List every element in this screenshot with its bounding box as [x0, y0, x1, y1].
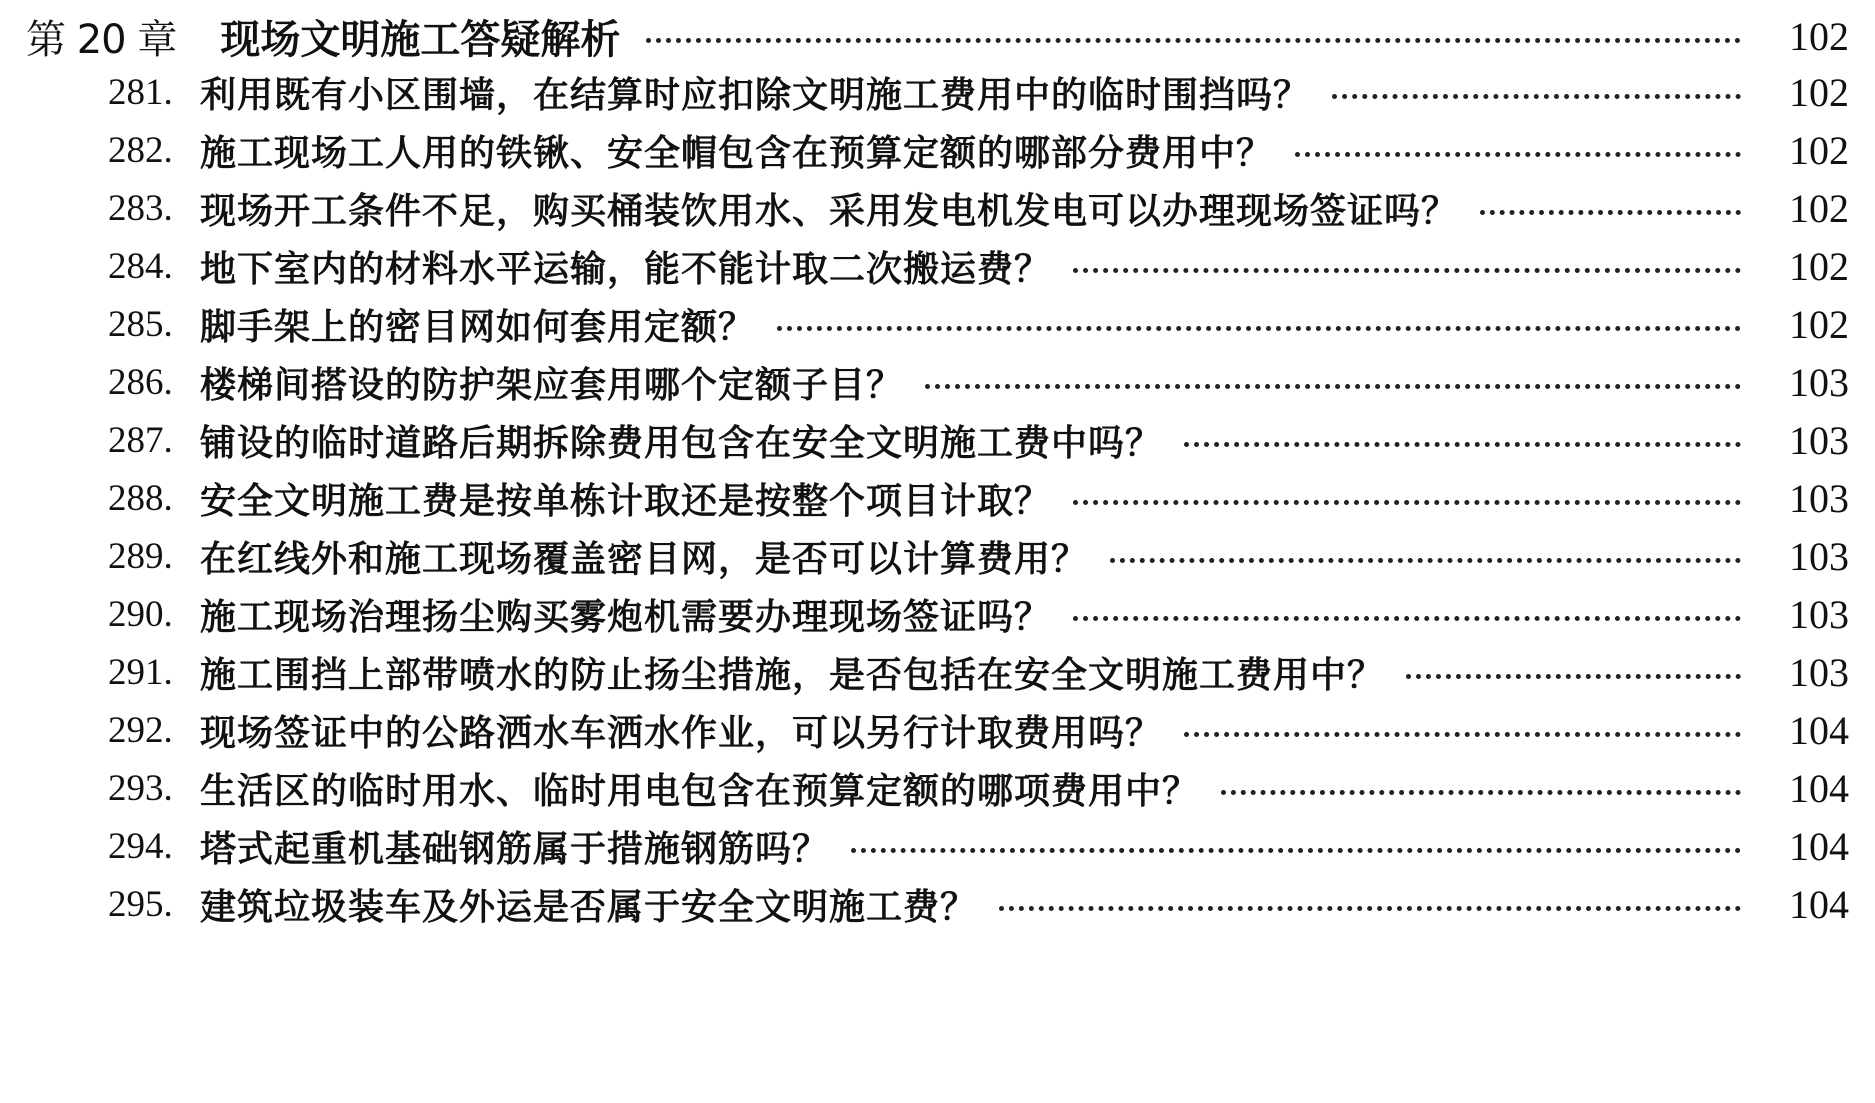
entry-question: 在红线外和施工现场覆盖密目网，是否可以计算费用？ [200, 537, 1089, 580]
entry-page-number: 104 [1789, 765, 1849, 811]
entry-number: 284. [108, 245, 173, 287]
entry-question: 楼梯间搭设的防护架应套用哪个定额子目？ [200, 363, 904, 406]
entry-question: 铺设的临时道路后期拆除费用包含在安全文明施工费中吗？ [200, 421, 1163, 464]
dot-leader [1073, 500, 1741, 505]
entry-question: 现场开工条件不足，购买桶装饮用水、采用发电机发电可以办理现场签证吗？ [200, 189, 1459, 232]
entry-page-number: 104 [1789, 823, 1849, 869]
entry-number: 295. [108, 883, 173, 925]
entry-question: 塔式起重机基础钢筋属于措施钢筋吗？ [200, 827, 830, 870]
entry-number: 291. [108, 651, 173, 693]
entry-number: 290. [108, 593, 173, 635]
dot-leader [1073, 616, 1741, 621]
entry-number: 286. [108, 361, 173, 403]
entry-question: 施工围挡上部带喷水的防止扬尘措施，是否包括在安全文明施工费用中？ [200, 653, 1385, 696]
dot-leader [1406, 674, 1741, 679]
entry-number: 283. [108, 187, 173, 229]
entry-number: 287. [108, 419, 173, 461]
entry-page-number: 104 [1789, 881, 1849, 927]
entry-page-number: 102 [1789, 185, 1849, 231]
entry-question: 施工现场工人用的铁锹、安全帽包含在预算定额的哪部分费用中？ [200, 131, 1274, 174]
dot-leader [1332, 94, 1741, 99]
dot-leader [1073, 268, 1741, 273]
entry-question: 现场签证中的公路洒水车洒水作业，可以另行计取费用吗？ [200, 711, 1163, 754]
entry-page-number: 104 [1789, 707, 1849, 753]
entry-page-number: 102 [1789, 301, 1849, 347]
entry-page-number: 103 [1789, 591, 1849, 637]
entry-question: 脚手架上的密目网如何套用定额？ [200, 305, 756, 348]
entry-number: 289. [108, 535, 173, 577]
dot-leader [1480, 210, 1741, 215]
entry-page-number: 103 [1789, 417, 1849, 463]
dot-leader [925, 384, 1741, 389]
chapter-title: 现场文明施工答疑解析 [220, 16, 621, 63]
entry-number: 285. [108, 303, 173, 345]
dot-leader [1184, 442, 1741, 447]
entry-page-number: 102 [1789, 127, 1849, 173]
entry-page-number: 103 [1789, 359, 1849, 405]
entry-number: 281. [108, 71, 173, 113]
dot-leader [999, 906, 1741, 911]
dot-leader [1295, 152, 1741, 157]
entry-question: 建筑垃圾装车及外运是否属于安全文明施工费？ [200, 885, 978, 928]
entry-page-number: 102 [1789, 243, 1849, 289]
entry-page-number: 102 [1789, 69, 1849, 115]
entry-page-number: 103 [1789, 649, 1849, 695]
entry-number: 292. [108, 709, 173, 751]
entry-page-number: 103 [1789, 475, 1849, 521]
entry-question: 生活区的临时用水、临时用电包含在预算定额的哪项费用中？ [200, 769, 1200, 812]
dot-leader [1184, 732, 1741, 737]
entry-question: 地下室内的材料水平运输，能不能计取二次搬运费？ [200, 247, 1052, 290]
entry-page-number: 103 [1789, 533, 1849, 579]
entry-number: 282. [108, 129, 173, 171]
entry-question: 利用既有小区围墙，在结算时应扣除文明施工费用中的临时围挡吗？ [200, 73, 1311, 116]
dot-leader [1221, 790, 1741, 795]
entry-question: 安全文明施工费是按单栋计取还是按整个项目计取？ [200, 479, 1052, 522]
chapter-number: 第 20 章 [26, 16, 177, 63]
entry-number: 294. [108, 825, 173, 867]
entry-number: 293. [108, 767, 173, 809]
dot-leader [1110, 558, 1741, 563]
dot-leader [851, 848, 1741, 853]
toc-entry [0, 869, 1875, 939]
chapter-page-number: 102 [1789, 13, 1849, 59]
entry-question: 施工现场治理扬尘购买雾炮机需要办理现场签证吗？ [200, 595, 1052, 638]
dot-leader [646, 38, 1741, 43]
dot-leader [777, 326, 1741, 331]
entry-number: 288. [108, 477, 173, 519]
